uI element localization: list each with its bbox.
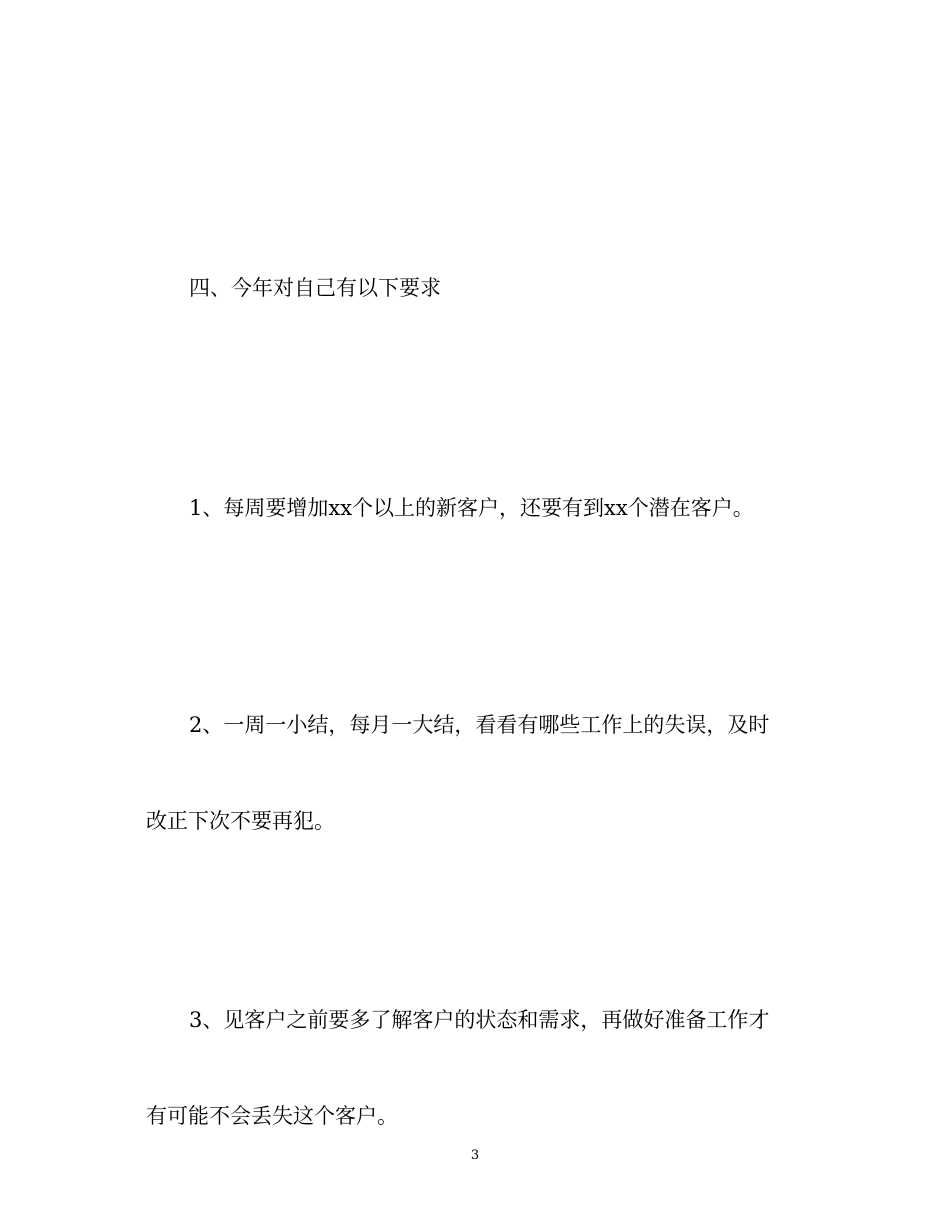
- requirement-item-2-line-2: 改正下次不要再犯。: [146, 809, 335, 833]
- requirement-item-3-line-2: 有可能不会丢失这个客户。: [146, 1104, 398, 1128]
- section-heading: [146, 240, 796, 336]
- requirement-item-2: [146, 677, 796, 869]
- section-heading-text: 四、今年对自己有以下要求: [189, 276, 441, 300]
- requirement-item-1-line-1: 1、每周要增加xx个以上的新客户，还要有到xx个潜在客户。: [189, 496, 754, 520]
- page-number: 3: [470, 1148, 480, 1163]
- requirement-item-2-line-1: 2、一周一小结，每月一大结，看看有哪些工作上的失误，及时: [189, 713, 770, 737]
- requirement-item-3: [146, 972, 796, 1164]
- requirement-item-3-line-1: 3、见客户之前要多了解客户的状态和需求，再做好准备工作才: [189, 1008, 770, 1032]
- requirement-item-1: [146, 460, 796, 556]
